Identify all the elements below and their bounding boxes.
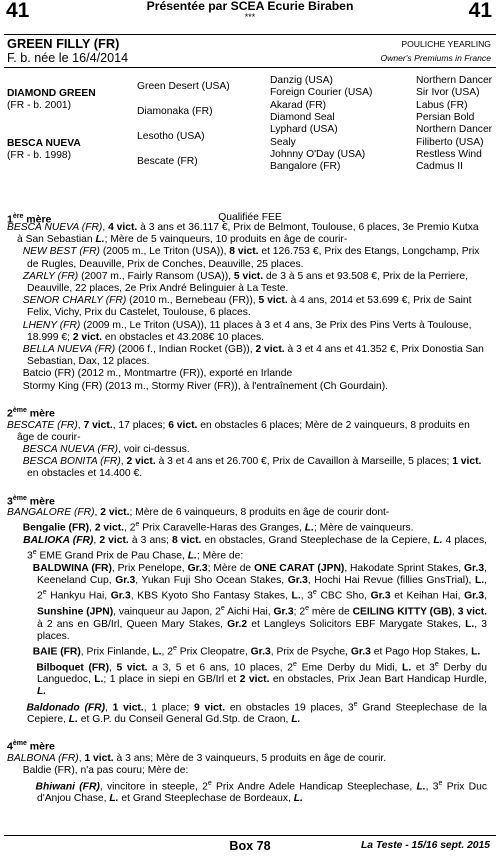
- seller-name: Présentée par SCEA Ecurie Biraben: [146, 0, 354, 13]
- produce-entry: SENOR CHARLY (FR) (2010 m., Bernebeau (FR)), 5 vict. à 4 ans, 2014 et 53.699 €, Prix de Saint Felix, Vichy, Prix du Castelet, Toulouse, 6 places.: [22, 295, 472, 319]
- lot-number-left: 41: [6, 0, 30, 22]
- produce-entry: BALIOKA (FR), 2 vict. à 3 ans; 8 vict. en obstacles, Grand Steeplechase de la Cepiere, L. 4 places, 3e EME Grand Prix de Pau Chase, L.; Mère de:: [23, 535, 487, 562]
- pedigree-table: [0, 75, 500, 179]
- section-fourth-dam: 4ème mère: [7, 740, 55, 753]
- qualification: Qualifiée FEE: [218, 212, 282, 223]
- produce-entry: BELLA NUEVA (FR) (2006 f., Indian Rocket (GB)), 2 vict. à 3 et 4 ans et 41.352 €, Prix Donostia San Sebastian, Dax, 12 places.: [22, 344, 484, 368]
- sale-venue-date: La Teste - 15/16 sept. 2015: [361, 840, 490, 851]
- produce-entry: LHENY (FR) (2009 m., Le Triton (USA)), 11 places à 3 et 4 ans, 3e Prix des Pins Verts à Toulouse, 18.999 €; 2 vict. en obstacles et 43.208€ 10 places.: [22, 319, 472, 343]
- pedigree-gen4: Restless Wind: [416, 149, 482, 160]
- header-rule: [4, 34, 496, 35]
- pedigree-gen3: Bangalore (FR): [270, 161, 341, 172]
- horse-birth: F. b. née le 16/4/2014: [7, 51, 129, 65]
- pedigree-gen2: Lesotho (USA): [137, 131, 205, 142]
- pedigree-sire-info: (FR - b. 2001): [7, 100, 72, 111]
- pedigree-gen3: Johnny O'Day (USA): [270, 149, 366, 160]
- dam-1-block: [7, 222, 487, 805]
- dam-3-entry: BANGALORE (FR), 2 vict.; Mère de 6 vainqueurs, 8 produits en âge de courir dont-: [7, 507, 390, 519]
- footer-rule: [4, 835, 496, 836]
- pedigree-gen2: Diamonaka (FR): [137, 106, 213, 117]
- catalogue-footer: [0, 838, 500, 854]
- produce-entry: BALDWINA (FR), Prix Penelope, Gr.3; Mère de ONE CARAT (JPN), Hakodate Sprint Stakes, Gr.3, Keeneland Cup, Gr.3, Yukan Fuji Sho Ocean Stakes, Gr.3, Hochi Hai Revue (fillies GnsTrial), L., 2e Hankyu Hai, Gr.3, KBS Kyoto Sho Fantasy Stakes, L., 3e CBC Sho, Gr.3 et Keihan Hai, Gr.3, Sunshine (JPN), vainqueur au Japon, 2e Aichi Hai, Gr.3; 2e mère de CEILING KITTY (GB), 3 vict. à 2 ans en GB/Irl, Queen Mary Stakes, Gr.2 et Langleys Solicitors EBF Marygate Stakes, L., 3 places.: [32, 562, 488, 642]
- pedigree-gen3: Akarad (FR): [270, 100, 327, 111]
- box-number: Box 78: [229, 839, 271, 853]
- pedigree-gen4: Labus (FR): [416, 100, 468, 111]
- pedigree-gen4: Sir Ivor (USA): [416, 87, 480, 98]
- lot-number-right: 41: [468, 0, 492, 22]
- pedigree-dam-info: (FR - b. 1998): [7, 150, 72, 161]
- pedigree-gen3: Foreign Courier (USA): [270, 87, 373, 98]
- pedigree-gen2: Green Desert (USA): [137, 81, 230, 92]
- produce-entry: Bhiwani (FR), vincitore in steeple, 2e Prix Andre Adele Handicap Steeplechase, L., 3e Prix Duc d'Anjou Chase, L. et Grand Steeplechase de Bordeaux, L.: [35, 779, 487, 805]
- header-stars: ***: [244, 12, 256, 22]
- horse-name: GREEN FILLY (FR): [7, 36, 120, 51]
- pedigree-gen3: Danzig (USA): [270, 75, 333, 86]
- pedigree-gen3: Diamond Seal: [270, 112, 335, 123]
- pedigree-gen4: Northern Dancer: [416, 75, 493, 86]
- horse-category: POULICHE YEARLING: [401, 39, 491, 49]
- pedigree-gen4: Cadmus II: [416, 161, 463, 172]
- pedigree-sire: DIAMOND GREEN: [7, 88, 96, 99]
- pedigree-gen4: Persian Bold: [416, 112, 475, 123]
- produce-entry: ZARLY (FR) (2007 m., Fairly Ransom (USA)), 5 vict. de 3 à 5 ans et 93.508 €, Prix de la Perriere, Deauville, 22 places, 2e Prix André Belinguier à La Teste.: [22, 270, 469, 295]
- pedigree-gen3: Sealy: [270, 137, 296, 148]
- dam-4-entry: BALBONA (FR), 1 vict. à 3 ans; Mère de 3 vainqueurs, 5 produits en âge de courir.: [7, 753, 387, 765]
- dam-2-entry: BESCATE (FR), 7 vict., 17 places; 6 vict. en obstacles 6 places; Mère de 2 vainqueurs, 8 produits en âge de courir-: [7, 419, 470, 443]
- owners-premiums: Owner's Premiums in France: [380, 53, 491, 63]
- produce-entry: BAIE (FR), Prix Finlande, L., 2e Prix Cleopatre, Gr.3, Prix de Psyche, Gr.3 et Pago Hop Stakes, L.: [32, 644, 481, 658]
- catalogue-header: [0, 0, 500, 26]
- produce-entry: Stormy King (FR) (2013 m., Stormy River (FR)), à l'entraînement (Ch Gourdain).: [17, 380, 389, 392]
- produce-entry: BESCA NUEVA (FR), voir ci-dessus.: [22, 443, 190, 455]
- dam-1-entry: BESCA NUEVA (FR), 4 vict. à 3 ans et 36.117 €, Prix de Belmont, Toulouse, 6 places, 3e Premio Kutxa à San Sebastian L.; Mère de 5 vainqueurs, 10 produits en âge de courir-: [7, 222, 479, 246]
- pedigree-gen3: Lyphard (USA): [270, 124, 338, 135]
- produce-entry: Bilboquet (FR), 5 vict. a 3, 5 et 6 ans, 10 places, 2e Eme Derby du Midi, L. et 3e Derby du Languedoc, L.; 1 place in siepi en GB/Irl et 2 vict. en obstacles, Prix Jean Bart Handicap Hurdle, L.: [36, 660, 487, 698]
- produce-entry: Baldonado (FR), 1 vict., 1 place; 9 vict. en obstacles 19 places, 3e Grand Steeplechase de la Cepiere, L. et G.P. du Conseil General Gd.Stp. de Craon, L.: [26, 700, 487, 726]
- section-first-dam: 1ère mère: [7, 213, 52, 226]
- produce-entry: Bengalie (FR), 2 vict., 2e Prix Caravelle-Haras des Granges, L.; Mère de vainqueurs.: [22, 521, 414, 534]
- produce-entry: Batcio (FR) (2012 m., Montmartre (FR)), exporté en Irlande: [17, 368, 293, 380]
- produce-entry: BESCA BONITA (FR), 2 vict. à 3 et 4 ans et 26.700 €, Prix de Cavaillon à Marseille, 5 places; 1 vict. en obstacles et 14.400 €.: [22, 456, 482, 480]
- pedigree-dam: BESCA NUEVA: [7, 138, 81, 149]
- produce-entry: Baldie (FR), n'a pas couru; Mère de:: [17, 765, 189, 777]
- produce-entry: NEW BEST (FR) (2005 m., Le Triton (USA)), 8 vict. et 126.753 €, Prix des Etangs, Longchamp, Prix de Rugles, Deauville, Prix de Conches, Deauville, 25 places.: [22, 246, 480, 270]
- pedigree-gen4: Filiberto (USA): [416, 137, 484, 148]
- section-second-dam: 2ème mère: [7, 406, 55, 420]
- pedigree-gen4: Northern Dancer: [416, 124, 493, 135]
- section-third-dam: 3ème mère: [7, 494, 55, 508]
- pedigree-gen2: Bescate (FR): [137, 156, 198, 167]
- pedigree-rule: [4, 67, 496, 68]
